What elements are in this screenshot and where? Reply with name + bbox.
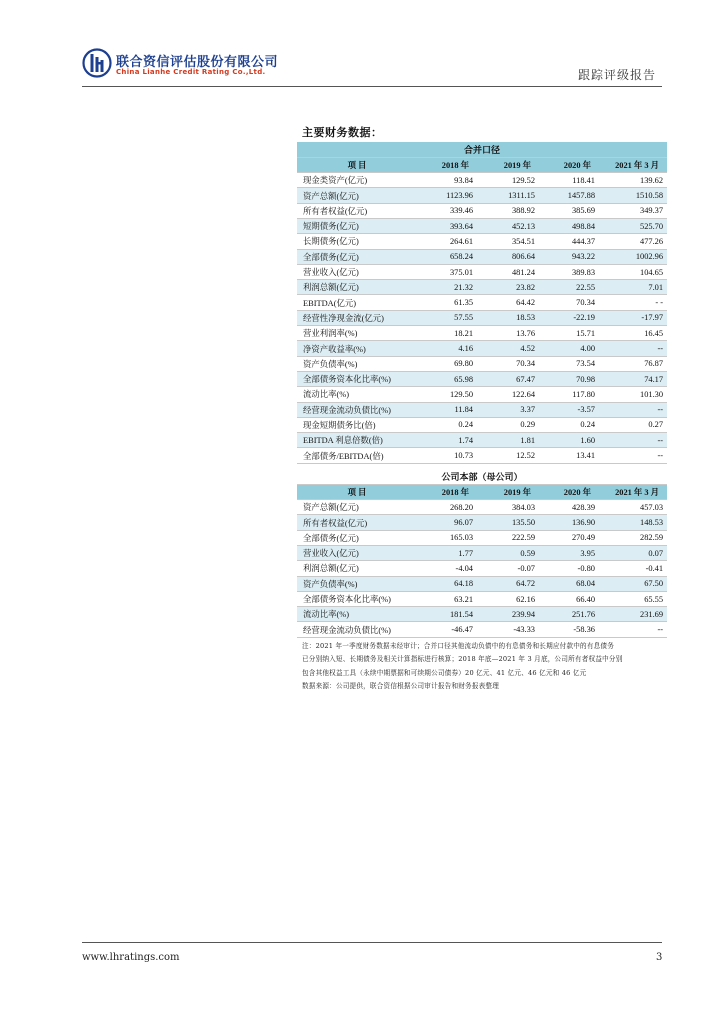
cell-value: -- [599,622,667,637]
table-row [297,264,667,279]
company-name-cn: 联合资信评估股份有限公司 [116,55,279,70]
row-label: 全部债务资本化比率(%) [297,591,417,606]
cell-value: 135.50 [477,515,539,530]
footer-website-link[interactable]: www.lhratings.com [82,952,180,963]
cell-value: 74.17 [599,371,667,386]
cell-value: - - [599,295,667,310]
cell-value: 270.49 [539,530,599,545]
column-header: 2020 年 [539,157,599,172]
cell-value: 1.81 [477,433,539,448]
table-header-row [297,484,667,499]
cell-value: 0.24 [539,417,599,432]
row-label: 流动比率(%) [297,387,417,402]
cell-value: 57.55 [417,310,477,325]
cell-value: 13.41 [539,448,599,463]
cell-value: 65.55 [599,591,667,606]
cell-value: 0.27 [599,417,667,432]
cell-value: 139.62 [599,173,667,188]
footer-divider [82,942,662,943]
cell-value: 70.34 [539,295,599,310]
cell-value: 388.92 [477,203,539,218]
cell-value: 70.98 [539,371,599,386]
cell-value: 62.16 [477,591,539,606]
cell-value: 165.03 [417,530,477,545]
row-label: 营业收入(亿元) [297,264,417,279]
row-label: 经营现金流动负债比(%) [297,402,417,417]
cell-value: 384.03 [477,500,539,515]
cell-value: 4.52 [477,341,539,356]
cell-value: 118.41 [539,173,599,188]
cell-value: 1.74 [417,433,477,448]
company-logo-icon [82,48,112,78]
row-label: 全部债务/EBITDA(倍) [297,448,417,463]
row-label: 经营性净现金流(亿元) [297,310,417,325]
note-line: 包含其他权益工具（永续中期票据和可续期公司债券）20 亿元、41 亿元、46 亿元和 46 亿元 [302,668,587,677]
table-row [297,448,667,463]
cell-value: 806.64 [477,249,539,264]
cell-value: 268.20 [417,500,477,515]
column-header: 项 目 [297,484,417,499]
cell-value: -0.41 [599,561,667,576]
cell-value: 3.95 [539,545,599,560]
cell-value: 375.01 [417,264,477,279]
cell-value: 63.21 [417,591,477,606]
column-header: 项 目 [297,157,417,172]
cell-value: 282.59 [599,530,667,545]
cell-value: -0.80 [539,561,599,576]
cell-value: -- [599,341,667,356]
column-header: 2019 年 [477,157,539,172]
cell-value: -- [599,402,667,417]
cell-value: 389.83 [539,264,599,279]
table-row [297,417,667,432]
cell-value: -3.57 [539,402,599,417]
cell-value: 117.80 [539,387,599,402]
cell-value: 101.30 [599,387,667,402]
row-label: EBITDA 利息倍数(倍) [297,433,417,448]
consolidated-financial-table [297,142,667,464]
cell-value: 104.65 [599,264,667,279]
row-label: 营业利润率(%) [297,326,417,341]
cell-value: 136.90 [539,515,599,530]
cell-value: 73.54 [539,356,599,371]
cell-value: 69.80 [417,356,477,371]
cell-value: 525.70 [599,218,667,233]
table-row [297,203,667,218]
table-row [297,530,667,545]
column-header: 2019 年 [477,484,539,499]
cell-value: 64.42 [477,295,539,310]
row-label: 长期债务(亿元) [297,234,417,249]
table-row [297,515,667,530]
column-header: 2021 年 3 月 [599,157,667,172]
table-row [297,356,667,371]
cell-value: 239.94 [477,607,539,622]
cell-value: 222.59 [477,530,539,545]
cell-value: 1457.88 [539,188,599,203]
cell-value: -0.07 [477,561,539,576]
row-label: 资产负债率(%) [297,576,417,591]
cell-value: 1002.96 [599,249,667,264]
cell-value: 3.37 [477,402,539,417]
cell-value: 1510.58 [599,188,667,203]
cell-value: 10.73 [417,448,477,463]
column-header: 2020 年 [539,484,599,499]
cell-value: 251.76 [539,607,599,622]
table-row [297,622,667,637]
table-notes [302,640,672,694]
parent-company-financial-table [297,469,667,638]
cell-value: 1123.96 [417,188,477,203]
cell-value: 457.03 [599,500,667,515]
cell-value: 64.18 [417,576,477,591]
row-label: 短期债务(亿元) [297,218,417,233]
cell-value: 13.76 [477,326,539,341]
cell-value: 66.40 [539,591,599,606]
page-number: 3 [656,952,663,963]
cell-value: 444.37 [539,234,599,249]
cell-value: -17.97 [599,310,667,325]
cell-value: 0.29 [477,417,539,432]
table-group-heading: 公司本部（母公司） [297,469,667,484]
cell-value: 1.77 [417,545,477,560]
table-row [297,218,667,233]
cell-value: 1311.15 [477,188,539,203]
row-label: 营业收入(亿元) [297,545,417,560]
row-label: 利润总额(亿元) [297,280,417,295]
row-label: 现金类资产(亿元) [297,173,417,188]
cell-value: -- [599,448,667,463]
column-header: 2018 年 [417,484,477,499]
cell-value: 0.07 [599,545,667,560]
cell-value: 393.64 [417,218,477,233]
report-type-label: 跟踪评级报告 [577,68,656,82]
cell-value: 349.37 [599,203,667,218]
cell-value: 0.59 [477,545,539,560]
cell-value: 76.87 [599,356,667,371]
table-row [297,249,667,264]
table-row [297,295,667,310]
row-label: 现金短期债务比(倍) [297,417,417,432]
cell-value: 1.60 [539,433,599,448]
cell-value: 61.35 [417,295,477,310]
data-source-line: 数据来源：公司提供，联合资信根据公司审计报告和财务报表整理 [302,682,500,691]
cell-value: 122.64 [477,387,539,402]
cell-value: 385.69 [539,203,599,218]
cell-value: 181.54 [417,607,477,622]
column-header: 2018 年 [417,157,477,172]
table-row [297,341,667,356]
cell-value: 477.26 [599,234,667,249]
cell-value: 4.00 [539,341,599,356]
row-label: 全部债务(亿元) [297,530,417,545]
cell-value: 129.52 [477,173,539,188]
table-row [297,561,667,576]
table-group-heading: 合并口径 [297,142,667,157]
cell-value: -43.33 [477,622,539,637]
table-header-row [297,157,667,172]
cell-value: 943.22 [539,249,599,264]
cell-value: 16.45 [599,326,667,341]
row-label: 利润总额(亿元) [297,561,417,576]
cell-value: 11.84 [417,402,477,417]
cell-value: 452.13 [477,218,539,233]
cell-value: 67.47 [477,371,539,386]
table-row [297,387,667,402]
table-row [297,591,667,606]
cell-value: -22.19 [539,310,599,325]
cell-value: 7.01 [599,280,667,295]
cell-value: 231.69 [599,607,667,622]
company-name-en: China Lianhe Credit Rating Co.,Ltd. [116,68,266,76]
note-line: 注：2021 年一季度财务数据未经审计；合并口径其他流动负债中的有息债务和长期应付款中的有息债务 [302,642,615,650]
cell-value: 264.61 [417,234,477,249]
cell-value: 64.72 [477,576,539,591]
table-row [297,310,667,325]
row-label: 资产负债率(%) [297,356,417,371]
cell-value: 129.50 [417,387,477,402]
cell-value: -4.04 [417,561,477,576]
row-label: 经营现金流动负债比(%) [297,622,417,637]
table-row [297,433,667,448]
row-label: 流动比率(%) [297,607,417,622]
table-row [297,545,667,560]
cell-value: 354.51 [477,234,539,249]
table-row [297,371,667,386]
cell-value: 68.04 [539,576,599,591]
table-row [297,576,667,591]
row-label: 所有者权益(亿元) [297,203,417,218]
cell-value: -46.47 [417,622,477,637]
cell-value: 70.34 [477,356,539,371]
cell-value: 96.07 [417,515,477,530]
row-label: 资产总额(亿元) [297,500,417,515]
row-label: 全部债务资本化比率(%) [297,371,417,386]
cell-value: 65.98 [417,371,477,386]
table-row [297,188,667,203]
note-line: 已分别纳入短、长期债务及相关计算指标进行核算；2018 年底—2021 年 3 月底，公司所有者权益中分别 [302,655,623,664]
page-header [82,48,662,88]
row-label: 全部债务(亿元) [297,249,417,264]
cell-value: 0.24 [417,417,477,432]
cell-value: 18.21 [417,326,477,341]
cell-value: 18.53 [477,310,539,325]
table-row [297,402,667,417]
cell-value: 23.82 [477,280,539,295]
table-row [297,607,667,622]
column-header: 2021 年 3 月 [599,484,667,499]
table-row [297,326,667,341]
cell-value: 481.24 [477,264,539,279]
header-divider [82,86,662,87]
row-label: 资产总额(亿元) [297,188,417,203]
cell-value: 498.84 [539,218,599,233]
cell-value: 658.24 [417,249,477,264]
cell-value: 339.46 [417,203,477,218]
section-title: 主要财务数据： [302,126,383,139]
cell-value: 428.39 [539,500,599,515]
cell-value: 67.50 [599,576,667,591]
cell-value: 148.53 [599,515,667,530]
row-label: EBITDA(亿元) [297,295,417,310]
table-row [297,234,667,249]
table-row [297,500,667,515]
table-row [297,280,667,295]
cell-value: 21.32 [417,280,477,295]
cell-value: -58.36 [539,622,599,637]
cell-value: 15.71 [539,326,599,341]
cell-value: 12.52 [477,448,539,463]
row-label: 所有者权益(亿元) [297,515,417,530]
row-label: 净资产收益率(%) [297,341,417,356]
cell-value: 22.55 [539,280,599,295]
cell-value: 93.84 [417,173,477,188]
cell-value: -- [599,433,667,448]
cell-value: 4.16 [417,341,477,356]
table-row [297,173,667,188]
